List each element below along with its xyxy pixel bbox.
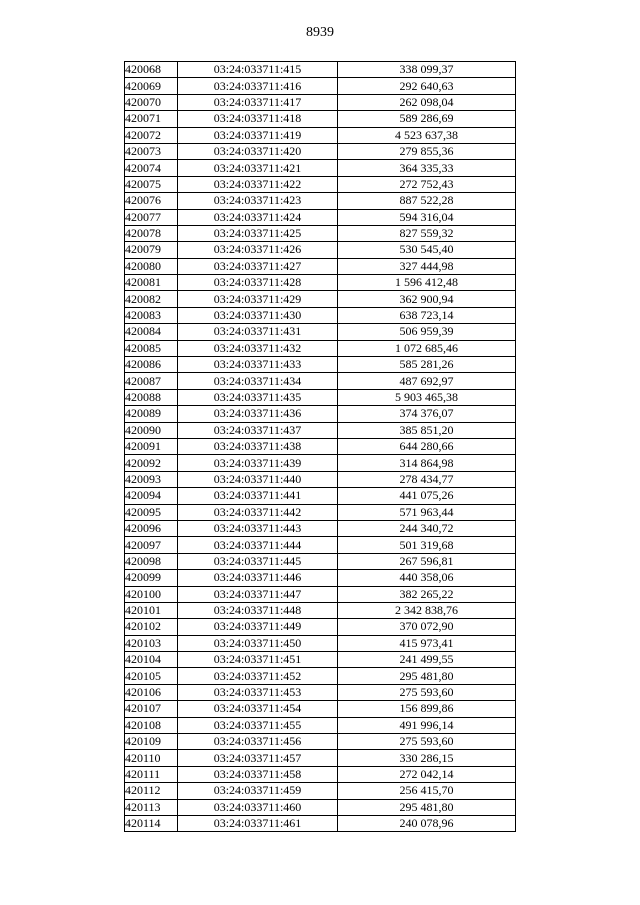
cadastral-number-cell: 03:24:033711:456 bbox=[178, 734, 338, 750]
cadastral-value-cell: 256 415,70 bbox=[338, 783, 516, 799]
row-number-cell: 420106 bbox=[125, 684, 178, 700]
cadastral-number-cell: 03:24:033711:445 bbox=[178, 553, 338, 569]
cadastral-number-cell: 03:24:033711:420 bbox=[178, 143, 338, 159]
cadastral-value-cell: 1 072 685,46 bbox=[338, 340, 516, 356]
cadastral-value-cell: 272 042,14 bbox=[338, 766, 516, 782]
cadastral-number-cell: 03:24:033711:431 bbox=[178, 324, 338, 340]
cadastral-value-cell: 644 280,66 bbox=[338, 438, 516, 454]
row-number-cell: 420096 bbox=[125, 520, 178, 536]
table-row bbox=[125, 422, 516, 438]
row-number-cell: 420108 bbox=[125, 717, 178, 733]
table-row bbox=[125, 766, 516, 782]
row-number-cell: 420095 bbox=[125, 504, 178, 520]
cadastral-number-cell: 03:24:033711:448 bbox=[178, 602, 338, 618]
cadastral-number-cell: 03:24:033711:461 bbox=[178, 815, 338, 831]
row-number-cell: 420099 bbox=[125, 570, 178, 586]
row-number-cell: 420084 bbox=[125, 324, 178, 340]
cadastral-value-cell: 275 593,60 bbox=[338, 684, 516, 700]
cadastral-value-cell: 292 640,63 bbox=[338, 78, 516, 94]
cadastral-value-cell: 506 959,39 bbox=[338, 324, 516, 340]
table-row bbox=[125, 307, 516, 323]
row-number-cell: 420105 bbox=[125, 668, 178, 684]
row-number-cell: 420076 bbox=[125, 193, 178, 209]
cadastral-value-cell: 364 335,33 bbox=[338, 160, 516, 176]
row-number-cell: 420081 bbox=[125, 275, 178, 291]
cadastral-number-cell: 03:24:033711:459 bbox=[178, 783, 338, 799]
cadastral-number-cell: 03:24:033711:421 bbox=[178, 160, 338, 176]
table-row bbox=[125, 291, 516, 307]
cadastral-number-cell: 03:24:033711:457 bbox=[178, 750, 338, 766]
row-number-cell: 420069 bbox=[125, 78, 178, 94]
table-row bbox=[125, 340, 516, 356]
cadastral-number-cell: 03:24:033711:443 bbox=[178, 520, 338, 536]
cadastral-number-cell: 03:24:033711:458 bbox=[178, 766, 338, 782]
cadastral-value-cell: 440 358,06 bbox=[338, 570, 516, 586]
row-number-cell: 420110 bbox=[125, 750, 178, 766]
row-number-cell: 420082 bbox=[125, 291, 178, 307]
cadastral-number-cell: 03:24:033711:444 bbox=[178, 537, 338, 553]
cadastral-value-cell: 295 481,80 bbox=[338, 799, 516, 815]
row-number-cell: 420090 bbox=[125, 422, 178, 438]
cadastral-number-cell: 03:24:033711:435 bbox=[178, 389, 338, 405]
page-number: 8939 bbox=[306, 25, 334, 40]
cadastral-value-cell: 240 078,96 bbox=[338, 815, 516, 831]
table-row bbox=[125, 602, 516, 618]
table-row bbox=[125, 586, 516, 602]
cadastral-value-cell: 267 596,81 bbox=[338, 553, 516, 569]
row-number-cell: 420072 bbox=[125, 127, 178, 143]
table-row bbox=[125, 750, 516, 766]
table-row bbox=[125, 668, 516, 684]
table-row bbox=[125, 619, 516, 635]
cadastral-number-cell: 03:24:033711:451 bbox=[178, 652, 338, 668]
row-number-cell: 420078 bbox=[125, 225, 178, 241]
table-row bbox=[125, 225, 516, 241]
row-number-cell: 420103 bbox=[125, 635, 178, 651]
cadastral-value-cell: 501 319,68 bbox=[338, 537, 516, 553]
table-row bbox=[125, 684, 516, 700]
row-number-cell: 420097 bbox=[125, 537, 178, 553]
cadastral-value-cell: 4 523 637,38 bbox=[338, 127, 516, 143]
table-row bbox=[125, 553, 516, 569]
table-row bbox=[125, 324, 516, 340]
cadastral-value-cell: 156 899,86 bbox=[338, 701, 516, 717]
table-row bbox=[125, 799, 516, 815]
table-row bbox=[125, 406, 516, 422]
table-row bbox=[125, 127, 516, 143]
table-row bbox=[125, 815, 516, 831]
cadastral-value-cell: 382 265,22 bbox=[338, 586, 516, 602]
row-number-cell: 420102 bbox=[125, 619, 178, 635]
row-number-cell: 420107 bbox=[125, 701, 178, 717]
cadastral-value-cell: 374 376,07 bbox=[338, 406, 516, 422]
cadastral-value-cell: 530 545,40 bbox=[338, 242, 516, 258]
table-row bbox=[125, 504, 516, 520]
cadastral-value-cell: 594 316,04 bbox=[338, 209, 516, 225]
row-number-cell: 420079 bbox=[125, 242, 178, 258]
cadastral-number-cell: 03:24:033711:455 bbox=[178, 717, 338, 733]
cadastral-number-cell: 03:24:033711:440 bbox=[178, 471, 338, 487]
table-row bbox=[125, 160, 516, 176]
row-number-cell: 420086 bbox=[125, 357, 178, 373]
cadastral-number-cell: 03:24:033711:416 bbox=[178, 78, 338, 94]
cadastral-value-cell: 415 973,41 bbox=[338, 635, 516, 651]
table-row bbox=[125, 537, 516, 553]
table-row bbox=[125, 389, 516, 405]
table-row bbox=[125, 717, 516, 733]
row-number-cell: 420087 bbox=[125, 373, 178, 389]
row-number-cell: 420112 bbox=[125, 783, 178, 799]
table-row bbox=[125, 734, 516, 750]
row-number-cell: 420074 bbox=[125, 160, 178, 176]
cadastral-number-cell: 03:24:033711:426 bbox=[178, 242, 338, 258]
cadastral-number-cell: 03:24:033711:423 bbox=[178, 193, 338, 209]
table-row bbox=[125, 488, 516, 504]
table-row bbox=[125, 275, 516, 291]
table-row bbox=[125, 258, 516, 274]
cadastral-value-cell: 262 098,04 bbox=[338, 94, 516, 110]
cadastral-value-cell: 275 593,60 bbox=[338, 734, 516, 750]
cadastral-value-cell: 887 522,28 bbox=[338, 193, 516, 209]
cadastral-number-cell: 03:24:033711:417 bbox=[178, 94, 338, 110]
cadastral-value-cell: 571 963,44 bbox=[338, 504, 516, 520]
table-row bbox=[125, 176, 516, 192]
cadastral-number-cell: 03:24:033711:428 bbox=[178, 275, 338, 291]
cadastral-number-cell: 03:24:033711:415 bbox=[178, 62, 338, 78]
table-row bbox=[125, 373, 516, 389]
row-number-cell: 420088 bbox=[125, 389, 178, 405]
table-row bbox=[125, 570, 516, 586]
row-number-cell: 420075 bbox=[125, 176, 178, 192]
row-number-cell: 420068 bbox=[125, 62, 178, 78]
cadastral-number-cell: 03:24:033711:446 bbox=[178, 570, 338, 586]
table-row bbox=[125, 78, 516, 94]
row-number-cell: 420113 bbox=[125, 799, 178, 815]
cadastral-value-cell: 589 286,69 bbox=[338, 111, 516, 127]
cadastral-value-cell: 1 596 412,48 bbox=[338, 275, 516, 291]
table-row bbox=[125, 701, 516, 717]
table-row bbox=[125, 209, 516, 225]
cadastral-value-cell: 370 072,90 bbox=[338, 619, 516, 635]
cadastral-number-cell: 03:24:033711:438 bbox=[178, 438, 338, 454]
cadastral-number-cell: 03:24:033711:453 bbox=[178, 684, 338, 700]
table-row bbox=[125, 357, 516, 373]
cadastral-number-cell: 03:24:033711:422 bbox=[178, 176, 338, 192]
cadastral-value-cell: 314 864,98 bbox=[338, 455, 516, 471]
cadastral-value-cell: 272 752,43 bbox=[338, 176, 516, 192]
cadastral-number-cell: 03:24:033711:436 bbox=[178, 406, 338, 422]
cadastral-value-cell: 362 900,94 bbox=[338, 291, 516, 307]
table-row bbox=[125, 438, 516, 454]
cadastral-number-cell: 03:24:033711:419 bbox=[178, 127, 338, 143]
cadastral-value-cell: 244 340,72 bbox=[338, 520, 516, 536]
row-number-cell: 420111 bbox=[125, 766, 178, 782]
row-number-cell: 420073 bbox=[125, 143, 178, 159]
row-number-cell: 420114 bbox=[125, 815, 178, 831]
cadastral-number-cell: 03:24:033711:430 bbox=[178, 307, 338, 323]
cadastral-value-cell: 827 559,32 bbox=[338, 225, 516, 241]
cadastral-value-cell: 327 444,98 bbox=[338, 258, 516, 274]
row-number-cell: 420109 bbox=[125, 734, 178, 750]
cadastral-value-cell: 2 342 838,76 bbox=[338, 602, 516, 618]
table-row bbox=[125, 783, 516, 799]
table-row bbox=[125, 471, 516, 487]
table-row bbox=[125, 520, 516, 536]
cadastral-value-table bbox=[124, 61, 516, 832]
row-number-cell: 420094 bbox=[125, 488, 178, 504]
row-number-cell: 420100 bbox=[125, 586, 178, 602]
row-number-cell: 420089 bbox=[125, 406, 178, 422]
cadastral-number-cell: 03:24:033711:425 bbox=[178, 225, 338, 241]
row-number-cell: 420071 bbox=[125, 111, 178, 127]
row-number-cell: 420104 bbox=[125, 652, 178, 668]
cadastral-number-cell: 03:24:033711:434 bbox=[178, 373, 338, 389]
row-number-cell: 420098 bbox=[125, 553, 178, 569]
cadastral-number-cell: 03:24:033711:454 bbox=[178, 701, 338, 717]
table-row bbox=[125, 94, 516, 110]
cadastral-value-cell: 295 481,80 bbox=[338, 668, 516, 684]
cadastral-number-cell: 03:24:033711:429 bbox=[178, 291, 338, 307]
row-number-cell: 420093 bbox=[125, 471, 178, 487]
table-body bbox=[125, 62, 516, 832]
cadastral-value-cell: 5 903 465,38 bbox=[338, 389, 516, 405]
cadastral-number-cell: 03:24:033711:449 bbox=[178, 619, 338, 635]
cadastral-value-cell: 585 281,26 bbox=[338, 357, 516, 373]
cadastral-number-cell: 03:24:033711:433 bbox=[178, 357, 338, 373]
cadastral-value-cell: 638 723,14 bbox=[338, 307, 516, 323]
cadastral-number-cell: 03:24:033711:450 bbox=[178, 635, 338, 651]
row-number-cell: 420083 bbox=[125, 307, 178, 323]
table-row bbox=[125, 62, 516, 78]
table-row bbox=[125, 455, 516, 471]
cadastral-value-cell: 279 855,36 bbox=[338, 143, 516, 159]
cadastral-number-cell: 03:24:033711:447 bbox=[178, 586, 338, 602]
table-row bbox=[125, 143, 516, 159]
cadastral-value-cell: 330 286,15 bbox=[338, 750, 516, 766]
cadastral-number-cell: 03:24:033711:441 bbox=[178, 488, 338, 504]
cadastral-number-cell: 03:24:033711:427 bbox=[178, 258, 338, 274]
table-row bbox=[125, 193, 516, 209]
table-row bbox=[125, 242, 516, 258]
cadastral-value-cell: 487 692,97 bbox=[338, 373, 516, 389]
table-row bbox=[125, 635, 516, 651]
cadastral-value-cell: 441 075,26 bbox=[338, 488, 516, 504]
row-number-cell: 420070 bbox=[125, 94, 178, 110]
cadastral-value-cell: 491 996,14 bbox=[338, 717, 516, 733]
cadastral-value-cell: 385 851,20 bbox=[338, 422, 516, 438]
row-number-cell: 420091 bbox=[125, 438, 178, 454]
cadastral-number-cell: 03:24:033711:442 bbox=[178, 504, 338, 520]
cadastral-value-cell: 338 099,37 bbox=[338, 62, 516, 78]
cadastral-number-cell: 03:24:033711:452 bbox=[178, 668, 338, 684]
cadastral-value-cell: 241 499,55 bbox=[338, 652, 516, 668]
cadastral-number-cell: 03:24:033711:439 bbox=[178, 455, 338, 471]
row-number-cell: 420101 bbox=[125, 602, 178, 618]
row-number-cell: 420077 bbox=[125, 209, 178, 225]
cadastral-number-cell: 03:24:033711:424 bbox=[178, 209, 338, 225]
row-number-cell: 420080 bbox=[125, 258, 178, 274]
cadastral-number-cell: 03:24:033711:432 bbox=[178, 340, 338, 356]
cadastral-number-cell: 03:24:033711:460 bbox=[178, 799, 338, 815]
cadastral-number-cell: 03:24:033711:437 bbox=[178, 422, 338, 438]
table-row bbox=[125, 652, 516, 668]
row-number-cell: 420085 bbox=[125, 340, 178, 356]
table-row bbox=[125, 111, 516, 127]
cadastral-number-cell: 03:24:033711:418 bbox=[178, 111, 338, 127]
cadastral-value-cell: 278 434,77 bbox=[338, 471, 516, 487]
row-number-cell: 420092 bbox=[125, 455, 178, 471]
